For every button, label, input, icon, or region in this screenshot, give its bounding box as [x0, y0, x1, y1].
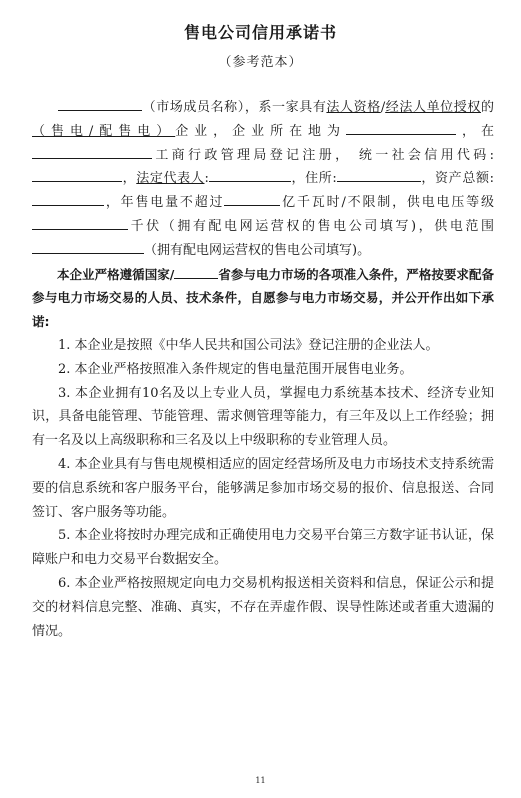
- registration-blank: [32, 144, 152, 159]
- commitment-paragraph: 本企业严格遵循国家/ 省参与电力市场的各项准入条件，严格按要求配备参与电力市场交易的人员、技术条件，自愿参与电力市场交易，并公开作出如下承诺:: [32, 263, 494, 334]
- province-blank: [174, 264, 218, 279]
- legal-representative: 法定代表人: [136, 171, 205, 187]
- company-type: （售电/配售电）: [32, 123, 176, 139]
- location-blank: [346, 120, 456, 135]
- sales-volume-blank: [224, 191, 280, 206]
- commitment-item-3: 3. 本企业拥有10名及以上专业人员，掌握电力系统基本技术、经济专业知识，具备电能管理、节能管理、需求侧管理等能力，有三年及以上工作经验；拥有一名及以上高级职称和三名及以上中级职称的专业管理人员。: [32, 385, 494, 449]
- document-body: [32, 96, 494, 643]
- branch-authorization: 经法人单位授权: [385, 100, 481, 115]
- document-subtitle: （参考范本）: [218, 55, 303, 70]
- commitment-item-4: 4. 本企业具有与售电规模相适应的固定经营场所及电力市场技术支持系统需要的信息系统和客户服务平台，能够满足参加市场交易的报价、信息报送、合同签订、客户服务等功能。: [32, 456, 494, 520]
- voltage-blank: [32, 215, 128, 230]
- legal-qualification: 法人资格: [326, 100, 381, 115]
- address-blank: [337, 167, 421, 182]
- member-name-blank: [58, 96, 142, 111]
- page-number: 11: [255, 776, 266, 785]
- commitment-item-1: 1. 本企业是按照《中华人民共和国公司法》登记注册的企业法人。: [58, 337, 439, 353]
- assets-blank: [32, 191, 104, 206]
- legal-rep-blank: [209, 167, 291, 182]
- credit-code-blank: [32, 167, 122, 182]
- intro-paragraph: （市场成员名称），系一家具有法人资格/经法人单位授权的（售电/配售电）企业，企业所在地为 ，在工商行政管理局登记注册， 统一社会信用代码:，法定代表人: ，住所: ，资产总额:，年售电量不超过 亿千瓦时/不限制，供电电压等级千伏（拥有配电网运营权的售电公司填写)，供电范围（拥有配电网运营权的售电公司填写)。: [32, 96, 494, 263]
- commitment-item-5: 5. 本企业将按时办理完成和正确使用电力交易平台第三方数字证书认证，保障账户和电力交易平台数据安全。: [32, 528, 494, 568]
- document-title: 售电公司信用承诺书: [183, 23, 337, 42]
- supply-range-blank: [32, 239, 144, 254]
- commitment-item-2: 2. 本企业严格按照准入条件规定的售电量范围开展售电业务。: [58, 361, 413, 377]
- commitment-item-6: 6. 本企业严格按照规定向电力交易机构报送相关资料和信息，保证公示和提交的材料信息完整、准确、真实，不存在弄虚作假、误导性陈述或者重大遗漏的情况。: [32, 575, 494, 639]
